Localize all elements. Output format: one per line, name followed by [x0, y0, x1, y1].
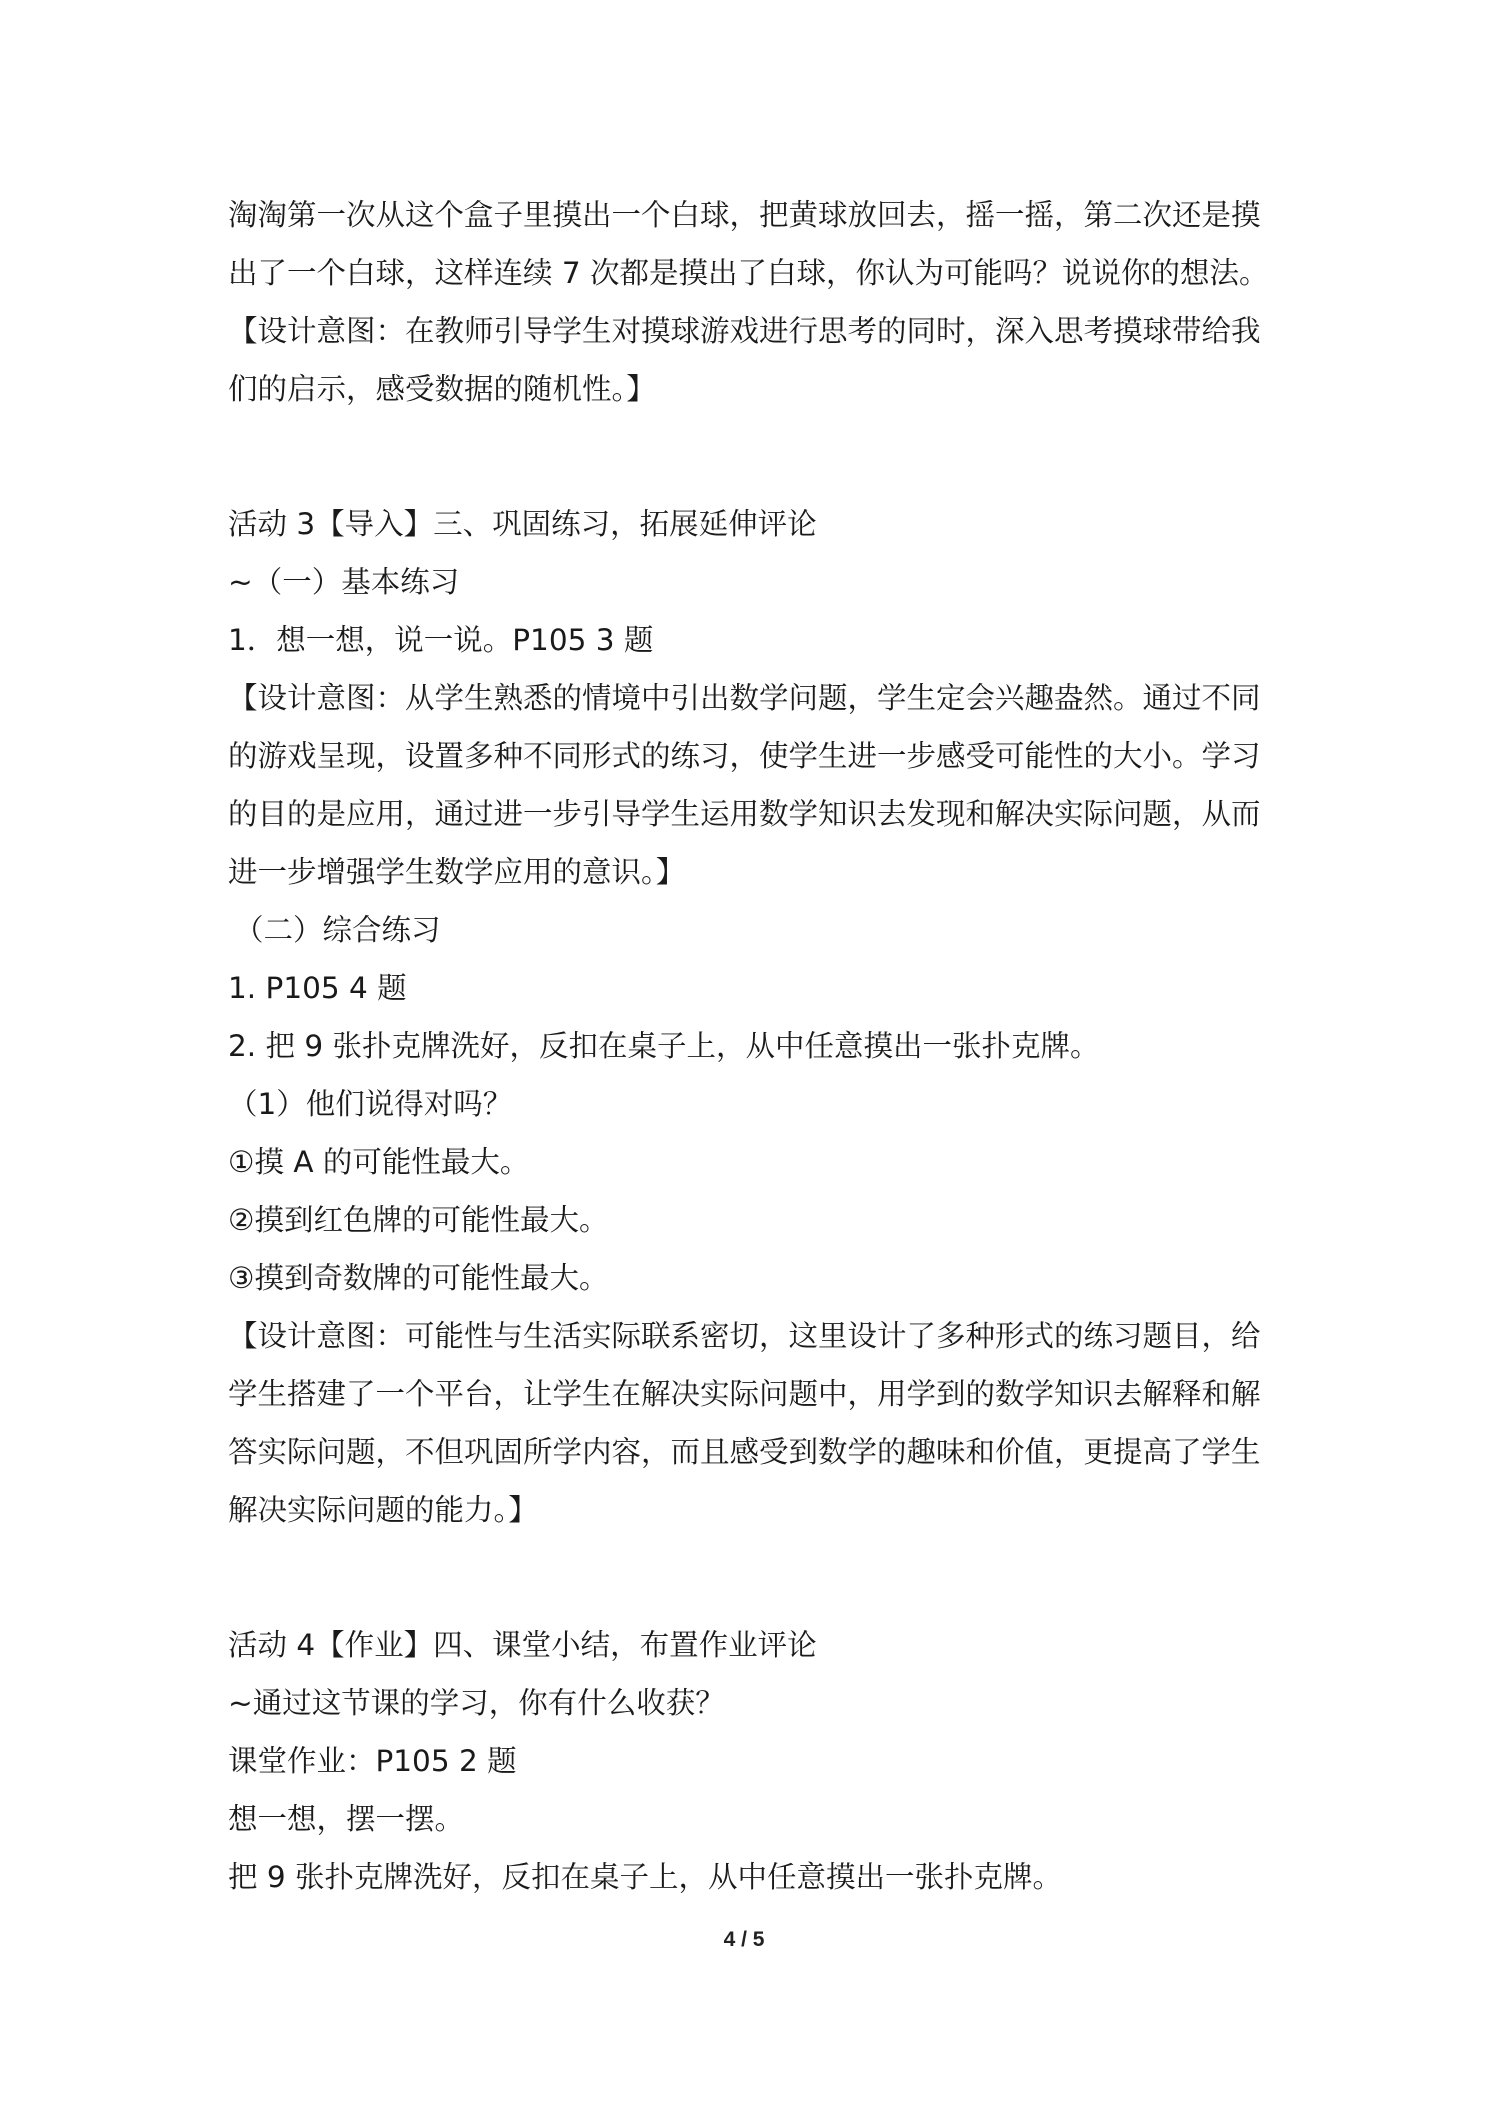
activity-3-heading: 活动 3【导入】三、巩固练习，拓展延伸评论 — [228, 507, 817, 541]
design-intent-line: 学生搭建了一个平台，让学生在解决实际问题中，用学到的数学知识去解释和解 — [228, 1377, 1261, 1411]
exercise-item: 1. P105 4 题 — [228, 971, 407, 1005]
spacer — [228, 1539, 1268, 1616]
design-intent-line: 的游戏呈现，设置多种不同形式的练习，使学生进一步感受可能性的大小。学习 — [228, 739, 1261, 773]
section-heading: ~（一）基本练习 — [228, 565, 460, 599]
homework-line: 课堂作业：P105 2 题 — [228, 1744, 517, 1778]
spacer — [228, 418, 1268, 495]
design-intent-line: 答实际问题，不但巩固所学内容，而且感受到数学的趣味和价值，更提高了学生 — [228, 1435, 1261, 1469]
question-line: （1）他们说得对吗？ — [228, 1087, 513, 1121]
paragraph-line: 想一想，摆一摆。 — [228, 1802, 465, 1836]
design-intent-line: 【设计意图：在教师引导学生对摸球游戏进行思考的同时，深入思考摸球带给我 — [228, 314, 1261, 348]
design-intent-line: 的目的是应用，通过进一步引导学生运用数学知识去发现和解决实际问题，从而 — [228, 797, 1261, 831]
exercise-item: 1．想一想，说一说。P105 3 题 — [228, 623, 654, 657]
design-intent-line: 解决实际问题的能力。】 — [228, 1493, 538, 1527]
statement-item: ③摸到奇数牌的可能性最大。 — [228, 1261, 609, 1295]
paragraph-line: ~通过这节课的学习，你有什么收获？ — [228, 1686, 725, 1720]
statement-item: ②摸到红色牌的可能性最大。 — [228, 1203, 609, 1237]
section-heading: （二）综合练习 — [234, 913, 441, 947]
document-body — [228, 186, 1268, 1906]
design-intent-line: 【设计意图：从学生熟悉的情境中引出数学问题，学生定会兴趣盎然。通过不同 — [228, 681, 1261, 715]
activity-4-heading: 活动 4【作业】四、课堂小结，布置作业评论 — [228, 1628, 817, 1662]
design-intent-line: 进一步增强学生数学应用的意识。】 — [228, 855, 686, 889]
design-intent-line: 【设计意图：可能性与生活实际联系密切，这里设计了多种形式的练习题目，给 — [228, 1319, 1261, 1353]
paragraph-line: 把 9 张扑克牌洗好，反扣在桌子上，从中任意摸出一张扑克牌。 — [228, 1860, 1063, 1894]
paragraph-line: 出了一个白球，这样连续 7 次都是摸出了白球，你认为可能吗？说说你的想法。 — [228, 256, 1269, 290]
design-intent-line: 们的启示，感受数据的随机性。】 — [228, 372, 656, 406]
exercise-item: 2. 把 9 张扑克牌洗好，反扣在桌子上，从中任意摸出一张扑克牌。 — [228, 1029, 1100, 1063]
page-number: 4 / 5 — [723, 1928, 765, 1951]
paragraph-line: 淘淘第一次从这个盒子里摸出一个白球，把黄球放回去，摇一摇，第二次还是摸 — [228, 198, 1261, 232]
statement-item: ①摸 A 的可能性最大。 — [228, 1145, 530, 1179]
